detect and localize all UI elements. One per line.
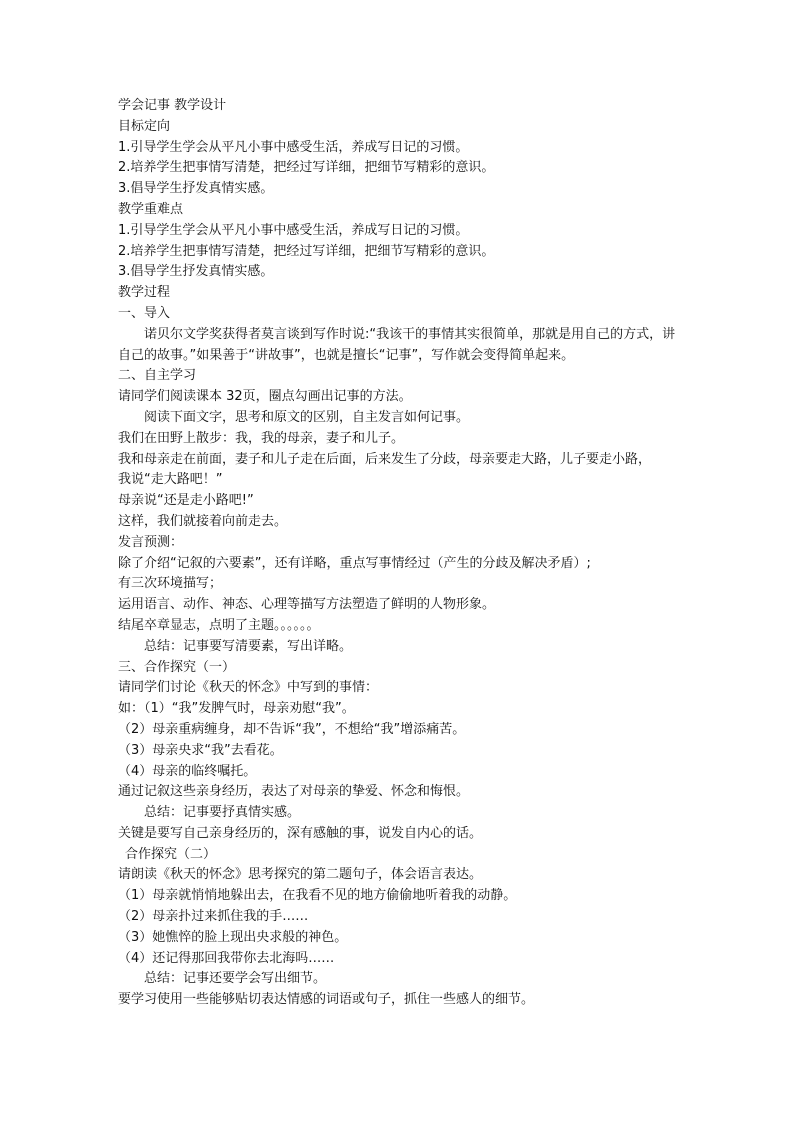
- text-line: 我说“走大路吧！”: [118, 472, 223, 488]
- text-line: 请同学们阅读课本 32页，圈点勾画出记事的方法。: [118, 389, 412, 405]
- goal-heading: 目标定向: [118, 118, 171, 134]
- text-line: 这样，我们就接着向前走去。: [118, 513, 288, 529]
- text-line: 要学习使用一些能够贴切表达情感的词语或句子，抓住一些感人的细节。: [118, 992, 535, 1008]
- summary-line: 总结：记事还要学会写出细节。: [144, 971, 327, 987]
- list-item: （4）母亲的临终嘱托。: [118, 763, 257, 779]
- section-heading-coop-1: 三、合作探究（一）: [118, 659, 236, 675]
- summary-line: 总结：记事要写清要素，写出详略。: [144, 638, 353, 654]
- section-heading-intro: 一、导入: [118, 305, 171, 321]
- list-item: 如：（1）“我”发脾气时，母亲劝慰“我”。: [118, 701, 355, 717]
- text-line: 运用语言、动作、神态、心理等描写方法塑造了鲜明的人物形象。: [118, 597, 496, 613]
- text-line: 通过记叙这些亲身经历，表达了对母亲的挚爱、怀念和悔恨。: [118, 784, 470, 800]
- document-page: [118, 96, 678, 1011]
- key-item: 3.倡导学生抒发真情实感。: [118, 264, 274, 280]
- text-line: 阅读下面文字，思考和原文的区别，自主发言如何记事。: [144, 409, 470, 425]
- text-line: 结尾卒章显志，点明了主题。。。。。。: [118, 617, 320, 633]
- section-heading-self-study: 二、自主学习: [118, 368, 197, 384]
- goal-item: 2.培养学生把事情写清楚，把经过写详细，把细节写精彩的意识。: [118, 160, 495, 176]
- summary-line: 总结：记事要抒真情实感。: [144, 805, 301, 821]
- text-line: 母亲说“还是走小路吧!”: [118, 493, 254, 509]
- list-item: （2）母亲重病缠身，却不告诉“我”，不想给“我”增添痛苦。: [118, 721, 466, 737]
- text-line: 我们在田野上散步：我，我的母亲，妻子和儿子。: [118, 430, 405, 446]
- text-line: 除了介绍“记叙的六要素”，还有详略，重点写事情经过（产生的分歧及解决矛盾）;: [118, 555, 591, 571]
- key-item: 1.引导学生学会从平凡小事中感受生活，养成写日记的习惯。: [118, 222, 469, 238]
- text-line: 请同学们讨论《秋天的怀念》中写到的事情：: [118, 680, 379, 696]
- intro-paragraph: 诺贝尔文学奖获得者莫言谈到写作时说:“我该干的事情其实很简单，那就是用自己的方式，讲自己的故事。”如果善于“讲故事”，也就是擅长“记事”，写作就会变得简单起来。: [118, 326, 676, 363]
- text-line: 我和母亲走在前面，妻子和儿子走在后面，后来发生了分歧，母亲要走大路，儿子要走小路，: [118, 451, 652, 467]
- text-line: 发言预测：: [118, 534, 184, 550]
- key-item: 2.培养学生把事情写清楚，把经过写详细，把细节写精彩的意识。: [118, 243, 495, 259]
- text-line: 有三次环境描写；: [118, 576, 223, 592]
- text-line: 关键是要写自己亲身经历的，深有感触的事，说发自内心的话。: [118, 825, 483, 841]
- section-heading-coop-2: 合作探究（二）: [125, 846, 217, 862]
- list-item: （3）她憔悴的脸上现出央求般的神色。: [118, 929, 348, 945]
- list-item: （3）母亲央求“我”去看花。: [118, 742, 283, 758]
- goal-item: 3.倡导学生抒发真情实感。: [118, 181, 274, 197]
- list-item: （2）母亲扑过来抓住我的手……: [118, 909, 309, 925]
- goal-item: 1.引导学生学会从平凡小事中感受生活，养成写日记的习惯。: [118, 139, 469, 155]
- list-item: （1）母亲就悄悄地躲出去，在我看不见的地方偷偷地听着我的动静。: [118, 888, 517, 904]
- doc-title: 学会记事 教学设计: [118, 98, 227, 113]
- key-heading: 教学重难点: [118, 201, 184, 217]
- text-line: 请朗读《秋天的怀念》思考探究的第二题句子，体会语言表达。: [118, 867, 483, 883]
- process-heading: 教学过程: [118, 285, 171, 301]
- list-item: （4）还记得那回我带你去北海吗……: [118, 950, 335, 966]
